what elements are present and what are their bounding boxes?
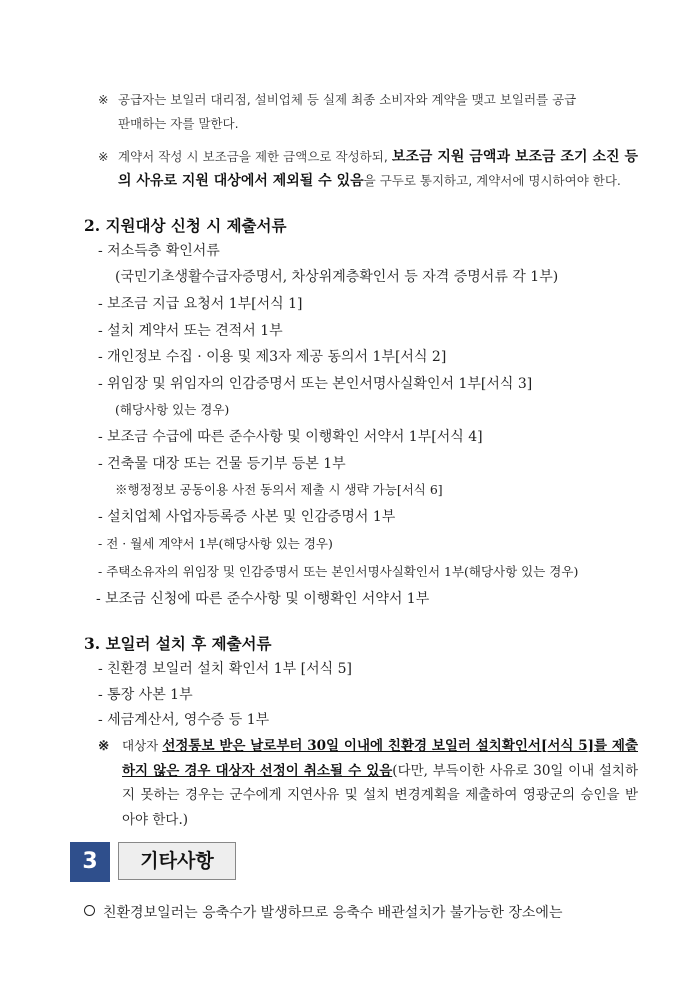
deadline-note-rest: (다만, 부득이한 사유로 30일 이내 설치하지 못하는 경우는 군수에게 지연사유 및 설치 변경계획을 제출하여 영광군의 승인을 받아야 한다.) xyxy=(122,762,638,828)
section-title: 기타사항 xyxy=(118,842,236,880)
list-item: - 보조금 수급에 따른 준수사항 및 이행확인 서약서 1부[서식 4] xyxy=(98,429,483,445)
list-item: - 통장 사본 1부 xyxy=(98,687,193,703)
reference-mark: ※ xyxy=(98,738,110,754)
deadline-note-emphasis: 선정통보 받은 날로부터 30일 이내에 친환경 보일러 설치확인서[서식 5]를 제출하지 않은 경우 대상자 선정이 취소될 수 있음 xyxy=(122,738,639,779)
list-item: - 개인정보 수집 · 이용 및 제3자 제공 동의서 1부[서식 2] xyxy=(98,349,447,365)
deadline-note-body xyxy=(122,734,638,832)
hollow-circle-bullet-icon xyxy=(84,905,95,916)
list-item: - 친환경 보일러 설치 확인서 1부 [서식 5] xyxy=(98,661,352,677)
reference-mark: ※ xyxy=(98,149,109,164)
list-item: - 저소득층 확인서류 xyxy=(98,243,220,259)
section-3-heading: 3. 보일러 설치 후 제출서류 xyxy=(84,634,272,653)
list-item: - 세금계산서, 영수증 등 1부 xyxy=(98,712,270,728)
bottom-bullet xyxy=(84,902,562,922)
list-item: - 전 · 월세 계약서 1부(해당사항 있는 경우) xyxy=(98,536,333,551)
list-item-detail: (해당사항 있는 경우) xyxy=(115,402,230,417)
supplier-note-line-1: 공급자는 보일러 대리점, 설비업체 등 실제 최종 소비자와 계약을 맺고 보일러를 공급 xyxy=(118,92,577,107)
contract-note-text-1: 계약서 작성 시 보조금을 제한 금액으로 작성하되, xyxy=(118,149,392,164)
section-number-badge: 3 xyxy=(70,842,110,882)
deadline-note xyxy=(98,734,638,832)
list-item: - 건축물 대장 또는 건물 등기부 등본 1부 xyxy=(98,456,346,472)
list-item: - 설치업체 사업자등록증 사본 및 인감증명서 1부 xyxy=(98,509,396,525)
supplier-note xyxy=(98,88,638,136)
deadline-note-lead: 대상자 xyxy=(122,738,163,753)
section-2-heading: 2. 지원대상 신청 시 제출서류 xyxy=(84,216,287,235)
list-item: - 설치 계약서 또는 견적서 1부 xyxy=(98,323,283,339)
list-item: - 위임장 및 위임자의 인감증명서 또는 본인서명사실확인서 1부[서식 3] xyxy=(98,376,533,392)
list-item-detail: ※행정정보 공동이용 사전 동의서 제출 시 생략 가능[서식 6] xyxy=(115,482,443,497)
bottom-bullet-text: 친환경보일러는 응축수가 발생하므로 응축수 배관설치가 불가능한 장소에는 xyxy=(103,905,563,921)
list-item-detail: (국민기초생활수급자증명서, 차상위계층확인서 등 자격 증명서류 각 1부) xyxy=(115,269,559,285)
contract-note xyxy=(98,145,638,193)
contract-note-text-2: 을 구두로 통지하고, 계약서에 명시하여야 한다. xyxy=(363,173,621,188)
list-item: - 보조금 신청에 따른 준수사항 및 이행확인 서약서 1부 xyxy=(96,591,430,607)
list-item: - 주택소유자의 위임장 및 인감증명서 또는 본인서명사실확인서 1부(해당사항 있는 경우) xyxy=(98,564,579,579)
supplier-note-line-2: 판매하는 자를 말한다. xyxy=(118,116,239,131)
reference-mark: ※ xyxy=(98,92,109,107)
contract-note-emphasis: 보조금 지원 금액과 보조금 조기 소진 등의 사유로 지원 대상에서 제외될 수 있음 xyxy=(118,149,638,189)
list-item: - 보조금 지급 요청서 1부[서식 1] xyxy=(98,296,303,312)
contract-note-body xyxy=(118,145,638,193)
